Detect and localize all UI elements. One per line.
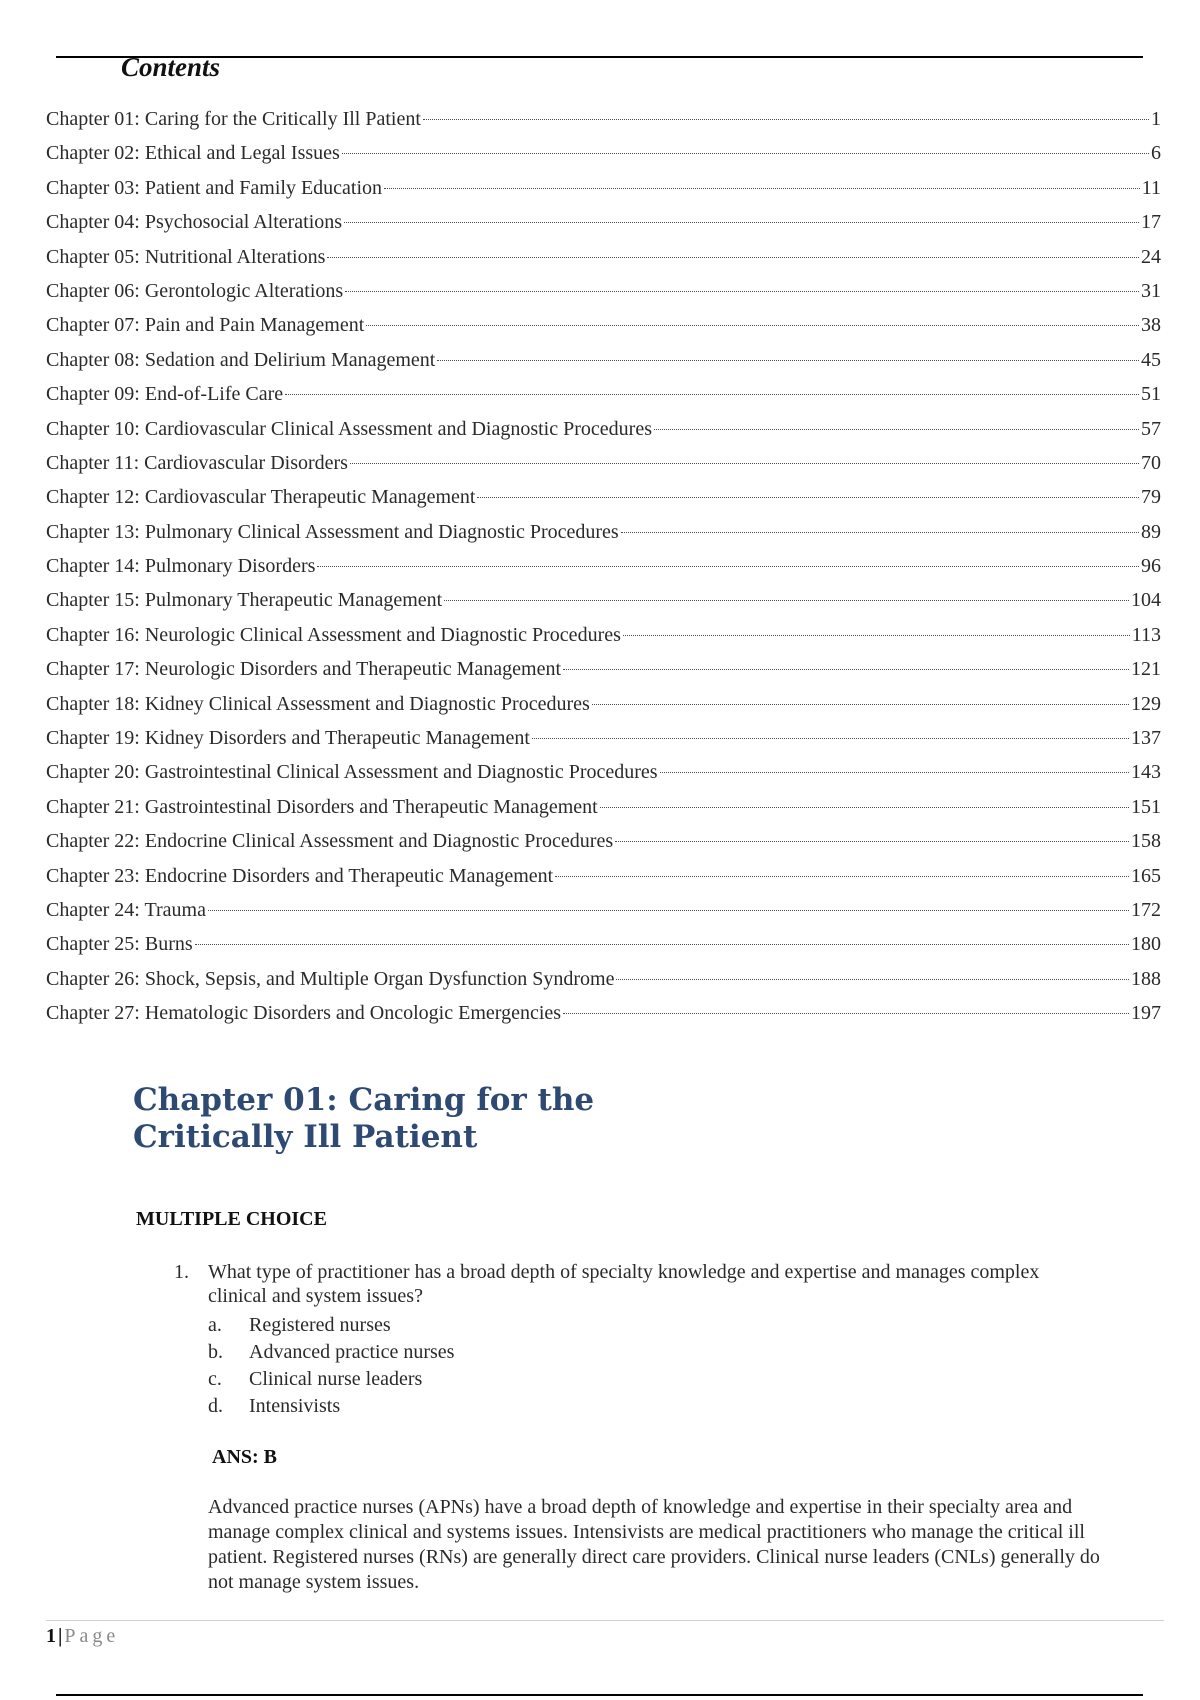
toc-entry-page: 57 xyxy=(1141,417,1161,440)
toc-entry-page: 158 xyxy=(1131,830,1161,853)
toc-dot-leader xyxy=(327,257,1139,258)
toc-entry[interactable] xyxy=(46,727,1161,761)
toc-entry[interactable] xyxy=(46,865,1161,899)
option-text: Intensivists xyxy=(249,1395,341,1417)
toc-entry-title: Chapter 27: Hematologic Disorders and Oncologic Emergencies xyxy=(46,1002,562,1025)
toc-dot-leader xyxy=(563,669,1129,670)
toc-entry[interactable] xyxy=(46,452,1161,486)
table-of-contents xyxy=(46,108,1161,1037)
toc-dot-leader xyxy=(621,532,1139,533)
chapter-heading: Chapter 01: Caring for the Critically Ill Patient xyxy=(133,1082,595,1155)
toc-entry-title: Chapter 16: Neurologic Clinical Assessment and Diagnostic Procedures xyxy=(46,623,621,646)
toc-entry-title: Chapter 24: Trauma xyxy=(46,898,206,921)
question-number: 1. xyxy=(174,1261,189,1283)
toc-entry-page: 31 xyxy=(1141,279,1161,302)
toc-entry[interactable] xyxy=(46,555,1161,589)
toc-dot-leader xyxy=(437,360,1139,361)
toc-entry-title: Chapter 14: Pulmonary Disorders xyxy=(46,555,316,578)
toc-entry-title: Chapter 18: Kidney Clinical Assessment and Diagnostic Procedures xyxy=(46,692,590,715)
rationale: Advanced practice nurses (APNs) have a broad depth of knowledge and expertise in their specialty area and manage complex clinical and systems issues. Intensivists are medical practitioners who manage the critical ill patient. Registered nurses (RNs) are generally direct care providers. Clinical nurse leaders (CNLs) generally do not manage system issues. xyxy=(208,1496,1100,1593)
toc-entry[interactable] xyxy=(46,280,1161,314)
toc-dot-leader xyxy=(344,222,1139,223)
toc-dot-leader xyxy=(592,704,1129,705)
toc-entry[interactable] xyxy=(46,418,1161,452)
contents-title: Contents xyxy=(121,52,221,82)
toc-entry-title: Chapter 15: Pulmonary Therapeutic Management xyxy=(46,589,443,612)
toc-entry-page: 45 xyxy=(1141,348,1161,371)
toc-dot-leader xyxy=(384,188,1140,189)
option-letter: d. xyxy=(208,1395,223,1417)
toc-dot-leader xyxy=(423,119,1149,120)
footer-separator: | xyxy=(58,1625,63,1647)
toc-entry-title: Chapter 05: Nutritional Alterations xyxy=(46,245,326,268)
toc-entry-page: 151 xyxy=(1131,795,1161,818)
toc-dot-leader xyxy=(350,463,1139,464)
toc-entry-title: Chapter 26: Shock, Sepsis, and Multiple Organ Dysfunction Syndrome xyxy=(46,967,615,990)
toc-dot-leader xyxy=(660,772,1129,773)
toc-entry-title: Chapter 02: Ethical and Legal Issues xyxy=(46,142,340,165)
question-stem xyxy=(174,1260,1094,1308)
toc-entry[interactable] xyxy=(46,658,1161,692)
question-text: What type of practitioner has a broad depth of specialty knowledge and expertise and manages complex clinical and system issues? xyxy=(208,1261,1040,1307)
toc-dot-leader xyxy=(654,429,1139,430)
option-letter: a. xyxy=(208,1314,222,1336)
toc-entry-page: 11 xyxy=(1141,176,1161,199)
toc-entry-page: 24 xyxy=(1141,245,1161,268)
toc-entry[interactable] xyxy=(46,589,1161,623)
toc-entry-title: Chapter 01: Caring for the Critically Ill Patient xyxy=(46,108,421,130)
toc-entry-page: 197 xyxy=(1131,1002,1161,1025)
answer-option[interactable] xyxy=(208,1366,1094,1393)
toc-dot-leader xyxy=(444,600,1129,601)
answer-options xyxy=(208,1312,1094,1420)
toc-entry-title: Chapter 22: Endocrine Clinical Assessment and Diagnostic Procedures xyxy=(46,830,614,853)
toc-entry-page: 96 xyxy=(1141,555,1161,578)
toc-entry[interactable] xyxy=(46,830,1161,864)
page-footer xyxy=(46,1625,119,1648)
answer-key: ANS: B xyxy=(212,1446,278,1468)
toc-entry-title: Chapter 19: Kidney Disorders and Therapeutic Management xyxy=(46,727,530,750)
toc-entry[interactable] xyxy=(46,314,1161,348)
toc-dot-leader xyxy=(615,841,1129,842)
toc-dot-leader xyxy=(195,944,1129,945)
toc-dot-leader xyxy=(477,497,1139,498)
toc-entry-title: Chapter 12: Cardiovascular Therapeutic Management xyxy=(46,486,476,509)
toc-entry-title: Chapter 04: Psychosocial Alterations xyxy=(46,211,343,234)
toc-entry-page: 121 xyxy=(1131,658,1161,681)
toc-entry[interactable] xyxy=(46,796,1161,830)
toc-dot-leader xyxy=(563,1013,1129,1014)
toc-entry-page: 129 xyxy=(1131,692,1161,715)
toc-dot-leader xyxy=(616,979,1129,980)
toc-dot-leader xyxy=(600,807,1129,808)
toc-entry-title: Chapter 11: Cardiovascular Disorders xyxy=(46,451,348,474)
toc-dot-leader xyxy=(345,291,1139,292)
answer-option[interactable] xyxy=(208,1312,1094,1339)
toc-entry-title: Chapter 23: Endocrine Disorders and Therapeutic Management xyxy=(46,864,554,887)
toc-entry[interactable] xyxy=(46,211,1161,245)
toc-entry[interactable] xyxy=(46,246,1161,280)
toc-entry-page: 6 xyxy=(1151,142,1161,165)
toc-entry-title: Chapter 06: Gerontologic Alterations xyxy=(46,279,344,302)
toc-entry-page: 143 xyxy=(1131,761,1161,784)
toc-entry-page: 51 xyxy=(1141,383,1161,406)
toc-dot-leader xyxy=(366,325,1139,326)
toc-dot-leader xyxy=(555,876,1129,877)
toc-entry-page: 137 xyxy=(1131,727,1161,750)
toc-entry-page: 180 xyxy=(1131,933,1161,956)
footer-page-label: Page xyxy=(64,1625,120,1647)
toc-entry-title: Chapter 13: Pulmonary Clinical Assessment and Diagnostic Procedures xyxy=(46,520,619,543)
footer-rule xyxy=(46,1620,1164,1621)
toc-entry-page: 165 xyxy=(1131,864,1161,887)
toc-entry-page: 89 xyxy=(1141,520,1161,543)
toc-entry-page: 17 xyxy=(1141,211,1161,234)
toc-entry[interactable] xyxy=(46,486,1161,520)
toc-entry-title: Chapter 10: Cardiovascular Clinical Assessment and Diagnostic Procedures xyxy=(46,417,652,440)
toc-entry-page: 104 xyxy=(1131,589,1161,612)
toc-entry-page: 188 xyxy=(1131,967,1161,990)
toc-entry[interactable] xyxy=(46,933,1161,967)
section-label: MULTIPLE CHOICE xyxy=(136,1208,327,1230)
footer-page-number: 1 xyxy=(46,1625,56,1647)
toc-entry-title: Chapter 21: Gastrointestinal Disorders and Therapeutic Management xyxy=(46,795,598,818)
toc-dot-leader xyxy=(208,910,1129,911)
option-text: Advanced practice nurses xyxy=(249,1341,455,1363)
bottom-rule xyxy=(56,1694,1143,1696)
answer-option[interactable] xyxy=(208,1393,1094,1420)
option-letter: b. xyxy=(208,1341,223,1363)
toc-entry[interactable] xyxy=(46,899,1161,933)
toc-entry-page: 70 xyxy=(1141,451,1161,474)
toc-entry[interactable] xyxy=(46,968,1161,1002)
toc-entry[interactable] xyxy=(46,142,1161,176)
toc-entry-title: Chapter 25: Burns xyxy=(46,933,193,956)
toc-dot-leader xyxy=(532,738,1129,739)
toc-dot-leader xyxy=(623,635,1130,636)
toc-dot-leader xyxy=(285,394,1139,395)
toc-entry[interactable] xyxy=(46,383,1161,417)
toc-entry[interactable] xyxy=(46,1002,1161,1036)
toc-entry-page: 1 xyxy=(1151,108,1161,130)
toc-entry-page: 79 xyxy=(1141,486,1161,509)
toc-entry-page: 172 xyxy=(1131,898,1161,921)
toc-entry[interactable] xyxy=(46,108,1161,142)
toc-entry-title: Chapter 03: Patient and Family Education xyxy=(46,176,383,199)
toc-entry-title: Chapter 07: Pain and Pain Management xyxy=(46,314,365,337)
toc-entry-title: Chapter 09: End-of-Life Care xyxy=(46,383,284,406)
toc-entry-title: Chapter 20: Gastrointestinal Clinical Assessment and Diagnostic Procedures xyxy=(46,761,658,784)
toc-dot-leader xyxy=(342,153,1149,154)
toc-entry-page: 38 xyxy=(1141,314,1161,337)
toc-entry[interactable] xyxy=(46,624,1161,658)
toc-entry[interactable] xyxy=(46,693,1161,727)
toc-entry[interactable] xyxy=(46,177,1161,211)
option-text: Clinical nurse leaders xyxy=(249,1368,423,1390)
answer-option[interactable] xyxy=(208,1339,1094,1366)
toc-entry-title: Chapter 17: Neurologic Disorders and Therapeutic Management xyxy=(46,658,562,681)
toc-dot-leader xyxy=(317,566,1139,567)
option-text: Registered nurses xyxy=(249,1314,391,1336)
toc-entry[interactable] xyxy=(46,349,1161,383)
toc-entry[interactable] xyxy=(46,761,1161,795)
toc-entry-title: Chapter 08: Sedation and Delirium Management xyxy=(46,348,436,371)
toc-entry[interactable] xyxy=(46,521,1161,555)
toc-entry-page: 113 xyxy=(1131,623,1161,646)
option-letter: c. xyxy=(208,1368,222,1390)
question xyxy=(174,1260,1094,1420)
